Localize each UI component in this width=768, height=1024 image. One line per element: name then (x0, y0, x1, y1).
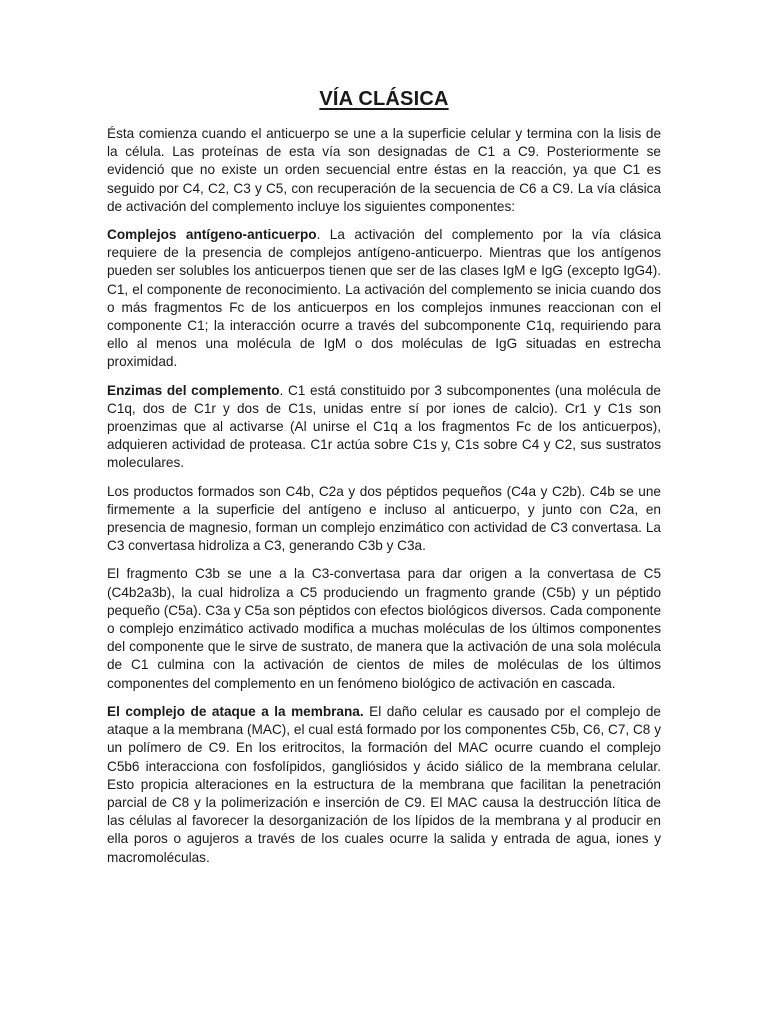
paragraph-mac-text: El daño celular es causado por el complejo de ataque a la membrana (MAC), el cual está formado por los componentes C5b, C6, C7, C8 y un polímero de C9. En los eritrocitos, la formación del MAC ocurre cuando el complejo C5b6 interacciona con fosfolípidos, gangliósidos y ácido siálico de la membrana celular. Esto propicia alteraciones en la estructura de la membrana que facilitan la penetración parcial de C8 y la polimerización e inserción de C9. El MAC causa la destrucción lítica de las células al favorecer la desorganización de los lípidos de la membrana y al producir en ella poros o agujeros a través de los cuales ocurre la salida y entrada de agua, iones y macromoléculas. (107, 703, 661, 865)
paragraph-complejos-lead: Complejos antígeno-anticuerpo (107, 227, 317, 243)
paragraph-fragmento (107, 565, 661, 692)
paragraph-intro-text: Ésta comienza cuando el anticuerpo se une a la superficie celular y termina con la lisis de la célula. Las proteínas de esta vía son designadas de C1 a C9. Posteriormente se evidenció que no existe un orden secuencial entre éstas en la reacción, ya que C1 es seguido por C4, C2, C3 y C5, con recuperación de la secuencia de C6 a C9. La vía clásica de activación del complemento incluye los siguientes componentes: (107, 126, 661, 214)
paragraph-mac (107, 703, 661, 867)
paragraph-intro (107, 125, 661, 216)
paragraph-enzimas (107, 382, 661, 473)
document-title: VÍA CLÁSICA (319, 88, 449, 110)
paragraph-complejos-text: . La activación del complemento por la vía clásica requiere de la presencia de complejos antígeno-anticuerpo. Mientras que los antígenos pueden ser solubles los anticuerpos tienen que ser de las clases IgM e IgG (excepto IgG4). C1, el componente de reconocimiento. La activación del complemento se inicia cuando dos o más fragmentos Fc de los anticuerpos en los complejos inmunes reaccionan con el componente C1; la interacción ocurre a través del subcomponente C1q, requiriendo para ello al menos una molécula de IgM o dos moléculas de IgG situadas en estrecha proximidad. (107, 227, 662, 370)
paragraph-productos (107, 483, 661, 556)
paragraph-complejos (107, 226, 661, 372)
paragraph-productos-text: Los productos formados son C4b, C2a y dos péptidos pequeños (C4a y C2b). C4b se une firmemente a la superficie del antígeno e incluso al anticuerpo, y junto con C2a, en presencia de magnesio, forman un complejo enzimático con actividad de C3 convertasa. La C3 convertasa hidroliza a C3, generando C3b y C3a. (107, 483, 661, 554)
paragraph-fragmento-text: El fragmento C3b se une a la C3-convertasa para dar origen a la convertasa de C5 (C4b2a3b), la cual hidroliza a C5 produciendo un fragmento grande (C5b) y un péptido pequeño (C5a). C3a y C5a son péptidos con efectos biológicos diversos. Cada componente o complejo enzimático activado modifica a muchas moléculas de los últimos componentes del componente que le sirve de sustrato, de manera que la activación de una sola molécula de C1 culmina con la activación de cientos de miles de moléculas de los últimos componentes del complemento en un fenómeno biológico de activación en cascada. (107, 566, 661, 691)
paragraph-enzimas-lead: Enzimas del complemento (107, 382, 280, 398)
paragraph-mac-lead: El complejo de ataque a la membrana. (107, 703, 364, 719)
paragraph-enzimas-text: . C1 está constituido por 3 subcomponentes (una molécula de C1q, dos de C1r y dos de C1s, unidas entre sí por iones de calcio). Cr1 y C1s son proenzimas que al activarse (Al unirse el C1q a los fragmentos Fc de los anticuerpos), adquieren actividad de proteasa. C1r actúa sobre C1s y, C1s sobre C4 y C2, sus sustratos moleculares. (107, 382, 661, 471)
document-page (107, 88, 661, 877)
